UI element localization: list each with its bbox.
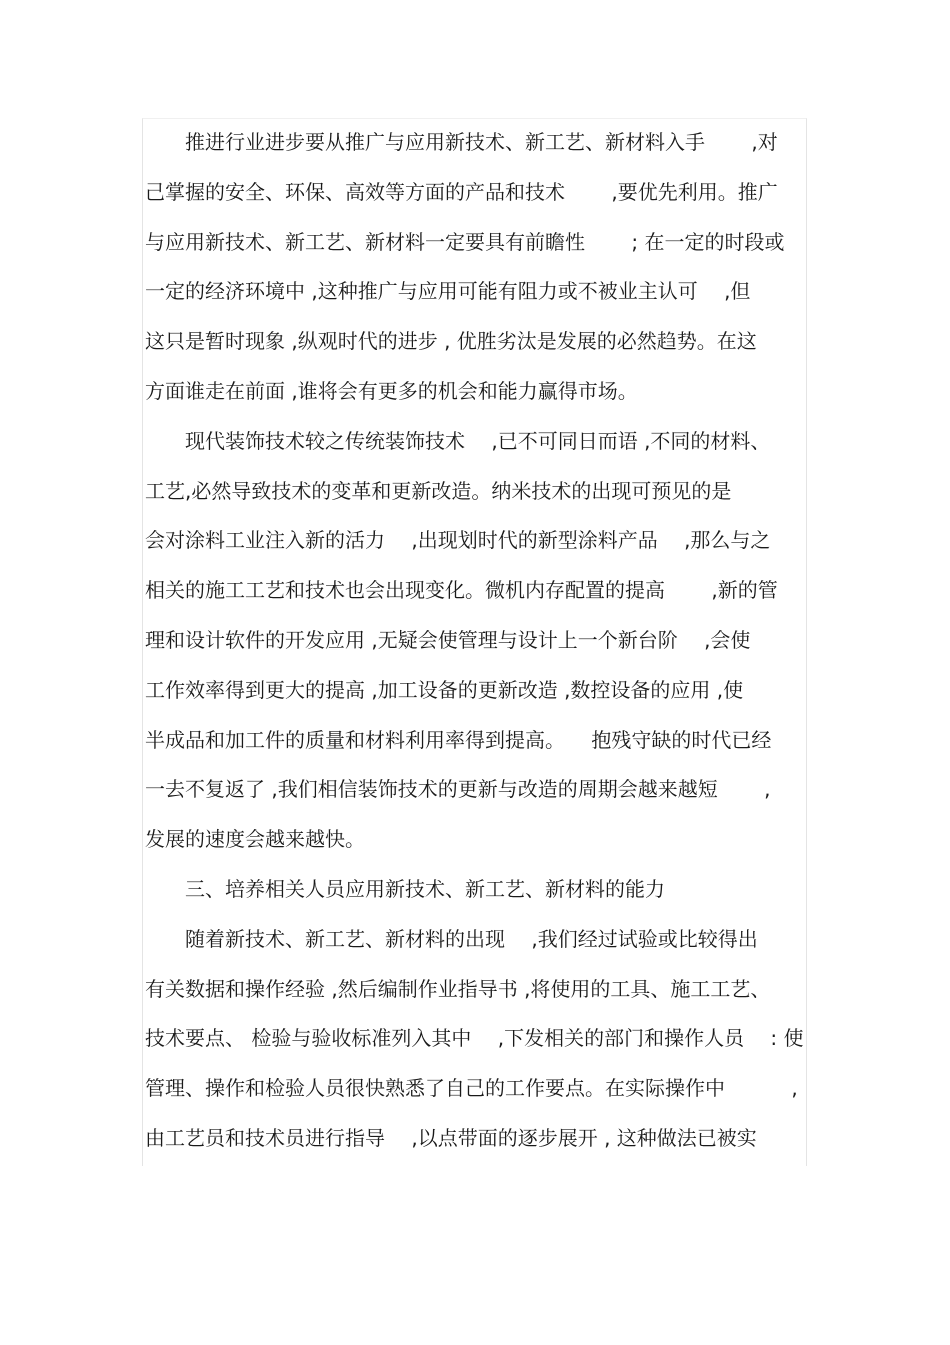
text-line: 随着新技术、新工艺、新材料的出现 ,我们经过试验或比较得出 bbox=[145, 926, 758, 951]
text-line: 技术要点、 检验与验收标准列入其中 ,下发相关的部门和操作人员 : 使 bbox=[145, 1026, 804, 1051]
text-line: 现代装饰技术较之传统装饰技术 ,已不可同日而语 ,不同的材料、 bbox=[145, 428, 771, 453]
text-line: 这只是暂时现象 ,纵观时代的进步 , 优胜劣汰是发展的必然趋势。在这 bbox=[145, 329, 757, 354]
text-line: 相关的施工工艺和技术也会出现变化。微机内存配置的提高 ,新的管 bbox=[145, 578, 778, 603]
text-line: 一定的经济环境中 ,这种推广与应用可能有阻力或不被业主认可 ,但 bbox=[145, 279, 751, 304]
text-line: 会对涂料工业注入新的活力 ,出现划时代的新型涂料产品 ,那么与之 bbox=[145, 528, 771, 553]
text-line: 方面谁走在前面 ,谁将会有更多的机会和能力赢得市场。 bbox=[145, 378, 638, 403]
text-line: 发展的速度会越来越快。 bbox=[145, 827, 365, 852]
text-line: 理和设计软件的开发应用 ,无疑会使管理与设计上一个新台阶 ,会使 bbox=[145, 627, 751, 652]
text-line: 工作效率得到更大的提高 ,加工设备的更新改造 ,数控设备的应用 ,使 bbox=[145, 677, 744, 702]
text-line: 与应用新技术、新工艺、新材料一定要具有前瞻性 ; 在一定的时段或 bbox=[145, 229, 785, 254]
document-body bbox=[145, 118, 807, 1164]
text-line: 有关数据和操作经验 ,然后编制作业指导书 ,将使用的工具、施工工艺、 bbox=[145, 976, 771, 1001]
text-line: 半成品和加工件的质量和材料利用率得到提高。 抱残守缺的时代已经 bbox=[145, 727, 772, 752]
text-line: 推进行业进步要从推广与应用新技术、新工艺、新材料入手 ,对 bbox=[145, 130, 778, 154]
text-line: 由工艺员和技术员进行指导 ,以点带面的逐步展开 , 这种做法已被实 bbox=[145, 1125, 757, 1150]
text-line: 工艺,必然导致技术的变革和更新改造。纳米技术的出现可预见的是 bbox=[145, 478, 732, 503]
section-heading: 三、培养相关人员应用新技术、新工艺、新材料的能力 bbox=[145, 876, 665, 901]
text-line: 己掌握的安全、环保、高效等方面的产品和技术 ,要优先利用。推广 bbox=[145, 179, 778, 204]
text-line: 一去不复返了 ,我们相信装饰技术的更新与改造的周期会越来越短 , bbox=[145, 777, 771, 802]
text-line: 管理、操作和检验人员很快熟悉了自己的工作要点。在实际操作中 , bbox=[145, 1076, 798, 1101]
